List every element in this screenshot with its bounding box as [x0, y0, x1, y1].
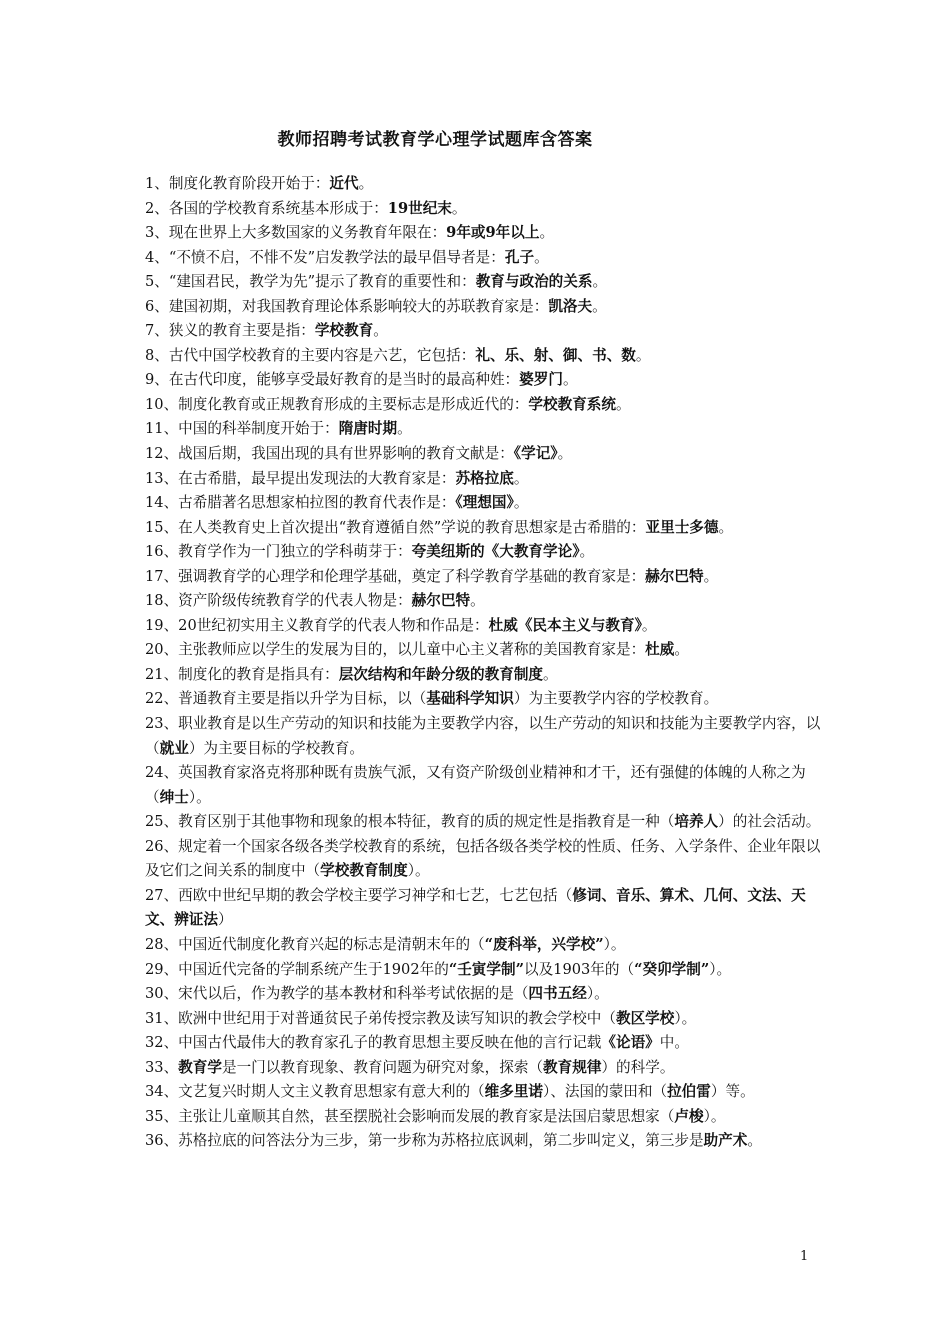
answer-text: 教育学 [178, 1058, 222, 1076]
question-item [145, 1007, 825, 1032]
question-item [145, 1129, 825, 1154]
answer-text: 学校教育制度 [320, 862, 408, 880]
answer-text: 《理想国》 [455, 494, 514, 512]
question-text: 。 [718, 518, 734, 536]
answer-text: 凯洛夫 [548, 297, 593, 315]
question-text: 。 [373, 322, 388, 340]
question-text: 4、“不愤不启，不悱不发”启发教学法的最早倡导者是： [145, 248, 505, 266]
question-text: 16、教育学作为一门独立的学科萌芽于： [145, 543, 412, 561]
question-text: 。 [592, 297, 607, 315]
answer-text: 助产术 [703, 1132, 748, 1150]
question-text: 。 [513, 469, 529, 487]
question-text: 34、文艺复兴时期人文主义教育思想家有意大利的（ [145, 1083, 485, 1101]
question-text: 26、规定着一个国家各级各类学校教育的系统，包括各级各类学校的性质、任务、入学条件、企业年限以及它们之间关系的制度中（ [145, 837, 821, 880]
answer-text: 学校教育 [314, 322, 374, 340]
question-item [145, 565, 825, 590]
question-item [145, 319, 825, 344]
question-text: ）。 [709, 960, 732, 978]
answer-text: “废科举，兴学校” [484, 935, 604, 953]
question-text: 1、制度化教育阶段开始于： [145, 175, 330, 192]
answer-text: 杜威《民本主义与教育》 [488, 616, 642, 634]
question-text: 6、建国初期，对我国教育理论体系影响较大的苏联教育家是： [145, 297, 549, 315]
question-text: 。 [470, 592, 485, 610]
question-text: 。 [534, 248, 549, 266]
question-item [145, 835, 825, 884]
question-text: 27、西欧中世纪早期的教会学校主要学习神学和七艺，七艺包括（ [145, 886, 573, 904]
answer-text: 学校教育系统 [528, 395, 616, 413]
question-text: 。 [592, 273, 608, 291]
question-item [145, 614, 825, 639]
answer-text: 杜威 [645, 641, 675, 659]
question-item [145, 442, 825, 467]
question-text: 3、现在世界上大多数国家的义务教育年限在： [145, 224, 447, 242]
question-item [145, 246, 825, 271]
question-text: 。 [703, 567, 719, 585]
question-item [145, 1056, 825, 1081]
question-item [145, 295, 825, 320]
question-item [145, 663, 825, 688]
question-text: ）。 [603, 935, 626, 953]
question-text: 。 [562, 371, 578, 389]
answer-text: 赫尔巴特 [645, 567, 704, 585]
question-item [145, 1031, 825, 1056]
question-text: 。 [557, 445, 573, 463]
question-text: 。 [616, 395, 631, 413]
question-item [145, 589, 825, 614]
question-text: 36、苏格拉底的问答法分为三步，第一步称为苏格拉底讽刺，第二步叫定义，第三步是 [145, 1132, 704, 1150]
question-item [145, 368, 825, 393]
question-item [145, 884, 825, 933]
question-text: ）的社会活动。 [718, 813, 821, 831]
question-text: 18、资产阶级传统教育学的代表人物是： [145, 592, 412, 610]
question-text: ）。 [407, 862, 430, 880]
answer-text: 孔子 [504, 248, 535, 266]
answer-text: 培养人 [674, 813, 719, 831]
question-text: ）。 [703, 1107, 726, 1125]
question-text: 5、“建国君民，教学为先”提示了教育的重要性和： [145, 273, 476, 291]
answer-text: 婆罗门 [519, 371, 563, 389]
question-text: 31、欧洲中世纪用于对普通贫民子弟传授宗教及读写知识的教会学校中（ [145, 1009, 616, 1027]
question-text: ）的科学。 [601, 1058, 675, 1076]
answer-text: 拉伯雷 [667, 1083, 711, 1101]
question-text: 8、古代中国学校教育的主要内容是六艺，它包括： [145, 346, 476, 364]
question-text: ）、法国的蒙田和（ [543, 1083, 668, 1101]
question-item [145, 761, 825, 810]
question-item [145, 540, 825, 565]
question-text: 。 [635, 346, 651, 364]
question-text: 33、 [145, 1058, 179, 1076]
answer-text: 近代 [329, 175, 359, 192]
question-item [145, 491, 825, 516]
question-text: 15、在人类教育史上首次提出“教育遵循自然”学说的教育思想家是古希腊的： [145, 518, 646, 536]
answer-text: 维多里诺 [484, 1083, 544, 1101]
question-text: 。 [451, 199, 467, 217]
question-text: 9、在古代印度，能够享受最好教育的是当时的最高种姓： [145, 371, 520, 389]
question-text: 30、宋代以后，作为教学的基本教材和科举考试依据的是（ [145, 985, 529, 1003]
answer-text: 《学记》 [513, 445, 558, 463]
answer-text: 《论语》 [601, 1034, 660, 1052]
answer-text: 绅士 [159, 788, 189, 806]
question-item [145, 221, 825, 246]
question-text: 35、主张让儿童顺其自然，甚至摆脱社会影响而发展的教育家是法国启蒙思想家（ [145, 1107, 675, 1125]
question-text: ）等。 [710, 1083, 755, 1101]
question-item [145, 1080, 825, 1105]
question-item [145, 172, 825, 197]
question-text: ）。 [674, 1009, 697, 1027]
question-text: 20、主张教师应以学生的发展为目的，以儿童中心主义著称的美国教育家是： [145, 641, 646, 659]
answer-text: 教育规律 [543, 1058, 602, 1076]
question-text: 2、各国的学校教育系统基本形成于： [145, 199, 388, 217]
answer-text: 夸美纽斯的《大教育学论》 [411, 543, 580, 561]
question-item [145, 958, 825, 983]
question-text: 以及1903年的（ [523, 960, 635, 978]
answer-text: 四书五经 [528, 985, 587, 1003]
answer-text: 赫尔巴特 [411, 592, 471, 610]
question-text: 22、普通教育主要是指以升学为目标，以（ [145, 690, 427, 708]
answer-text: “壬寅学制” [448, 960, 524, 978]
answer-text: “癸卯学制” [634, 960, 710, 978]
answer-text: 基础科学知识 [426, 690, 514, 708]
question-text: 24、英国教育家洛克将那种既有贵族气派，又有资产阶级创业精神和才干，还有强健的体魄的人称之为（ [145, 764, 806, 806]
question-text: 。 [747, 1132, 762, 1150]
question-text: 。 [674, 641, 689, 659]
question-text: 。 [543, 665, 558, 683]
question-text: 10、制度化教育或正规教育形成的主要标志是形成近代的： [145, 395, 529, 413]
question-text: 23、职业教育是以生产劳动的知识和技能为主要教学内容，以生产劳动的知识和技能为主要教学内容，以（ [145, 715, 821, 757]
question-text: ） [217, 911, 233, 929]
question-item [145, 712, 825, 761]
question-item [145, 197, 825, 222]
answer-text: 修词、音乐、算术、几何、文法、天文、辨证法 [145, 886, 806, 929]
question-text: ）为主要教学内容的学校教育。 [513, 690, 719, 708]
question-item [145, 516, 825, 541]
answer-text: 礼、乐、射、御、书、数 [475, 346, 636, 364]
answer-text: 19世纪末 [387, 199, 452, 217]
question-text: 12、战国后期，我国出现的具有世界影响的教育文献是： [145, 445, 514, 463]
question-text: 。 [539, 224, 555, 242]
question-text: 29、中国近代完备的学制系统产生于1902年的 [145, 960, 449, 978]
question-text: 是一门以教育现象、教育问题为研究对象，探索（ [221, 1058, 544, 1076]
question-text: 。 [579, 543, 595, 561]
answer-text: 教区学校 [615, 1009, 675, 1027]
question-item [145, 344, 825, 369]
question-item [145, 810, 825, 835]
answer-text: 就业 [159, 739, 189, 757]
answer-text: 亚里士多德 [645, 518, 719, 536]
question-text: ）。 [586, 985, 609, 1003]
question-text: 。 [358, 175, 374, 192]
question-item [145, 638, 825, 663]
question-text: ）。 [188, 788, 211, 806]
question-text: ）为主要目标的学校教育。 [188, 739, 364, 757]
question-text: 25、教育区别于其他事物和现象的根本特征，教育的质的规定性是指教育是一种（ [145, 813, 675, 831]
question-text: 17、强调教育学的心理学和伦理学基础，奠定了科学教育学基础的教育家是： [145, 567, 646, 585]
question-item [145, 687, 825, 712]
question-item [145, 467, 825, 492]
question-text: 。 [513, 494, 529, 512]
question-text: 28、中国近代制度化教育兴起的标志是清朝末年的（ [145, 935, 485, 953]
page-number: 1 [800, 1249, 809, 1264]
answer-text: 苏格拉底 [455, 469, 514, 487]
question-text: 。 [641, 616, 657, 634]
question-text: 中。 [659, 1034, 689, 1052]
question-text: 7、狭义的教育主要是指： [145, 322, 315, 340]
question-text: 21、制度化的教育是指具有： [145, 665, 339, 683]
question-item [145, 933, 825, 958]
question-text: 32、中国古代最伟大的教育家孔子的教育思想主要反映在他的言行记载 [145, 1034, 602, 1052]
question-item [145, 393, 825, 418]
question-item [145, 1105, 825, 1130]
question-text: 14、古希腊著名思想家柏拉图的教育代表作是： [145, 494, 456, 512]
question-item [145, 982, 825, 1007]
question-item [145, 417, 825, 442]
page-title: 教师招聘考试教育学心理学试题库含答案 [277, 130, 593, 150]
answer-text: 9年或9年以上 [446, 224, 540, 242]
answer-text: 教育与政治的关系 [475, 273, 593, 291]
answer-text: 隋唐时期 [338, 420, 398, 438]
answer-text: 卢梭 [674, 1107, 704, 1125]
question-item [145, 270, 825, 295]
question-text: 。 [397, 420, 412, 438]
question-text: 13、在古希腊，最早提出发现法的大教育家是： [145, 469, 456, 487]
question-text: 11、中国的科举制度开始于： [145, 420, 339, 438]
question-text: 19、20世纪初实用主义教育学的代表人物和作品是： [145, 616, 489, 634]
question-list [145, 172, 825, 1154]
answer-text: 层次结构和年龄分级的教育制度 [338, 665, 544, 683]
